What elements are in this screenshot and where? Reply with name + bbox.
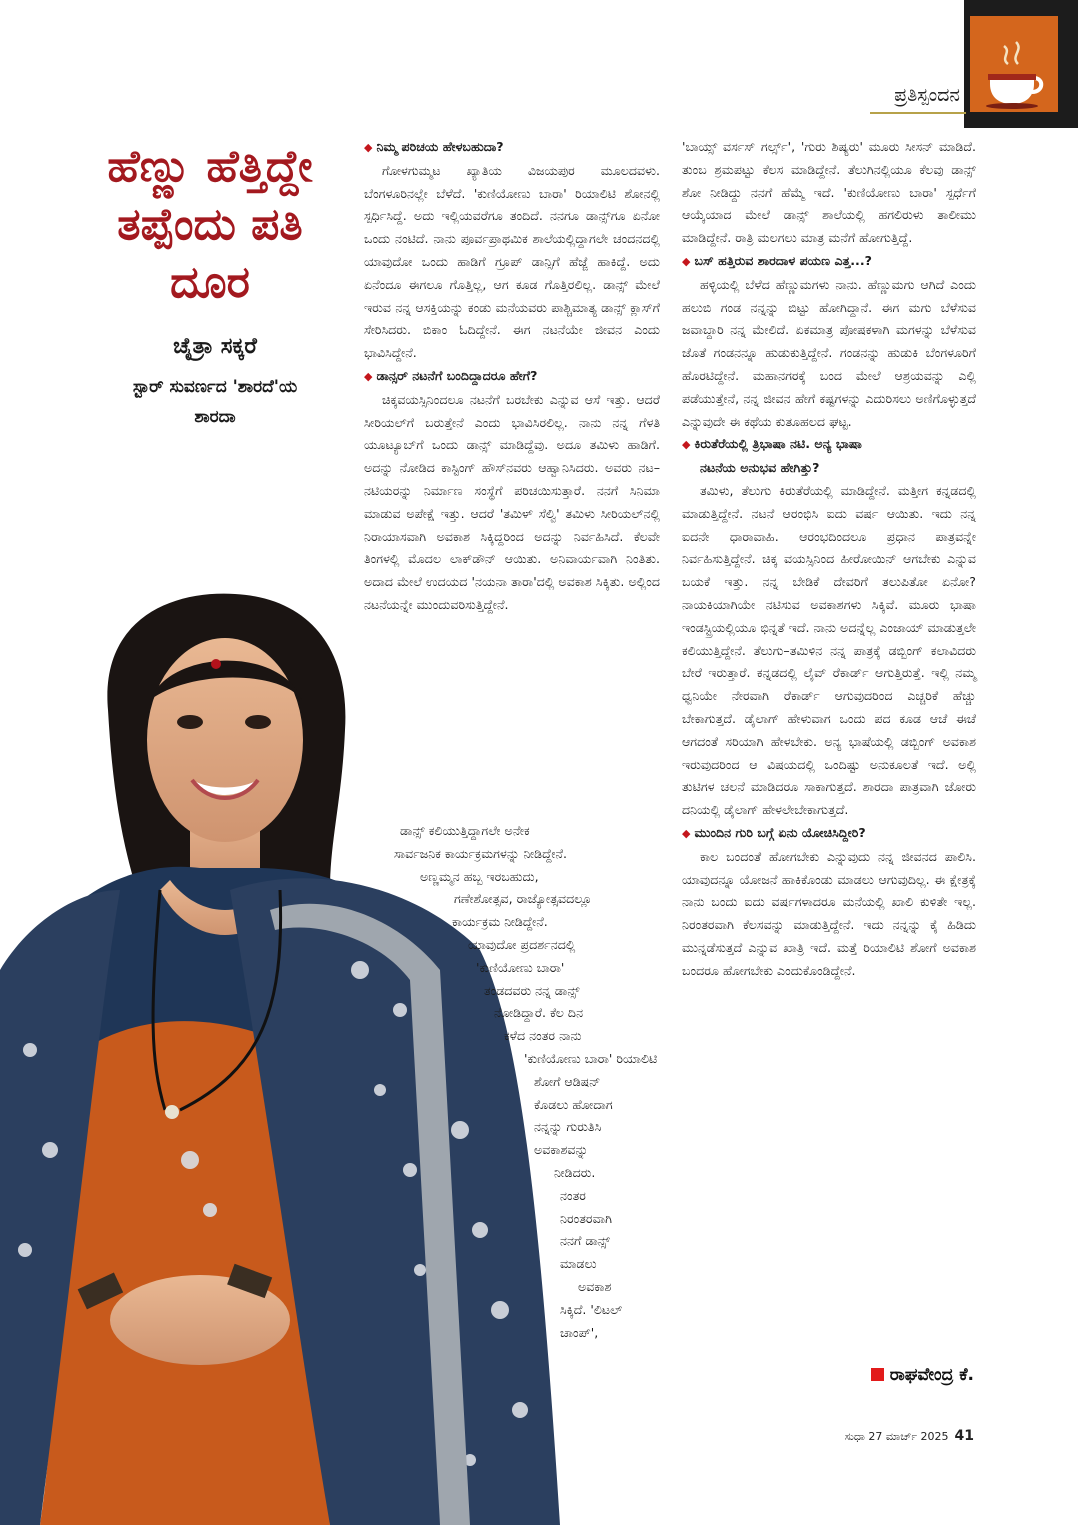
- wrap-line: ಗಣೇಶೋತ್ಸವ, ರಾಜ್ಯೋತ್ಸವದಲ್ಲೂ: [454, 891, 592, 907]
- wrap-line: ಸಿಕ್ಕಿದೆ. 'ಲಿಟಲ್: [560, 1301, 623, 1317]
- headline: [60, 138, 360, 312]
- section-divider: [870, 112, 966, 114]
- headline-line-1: ಹೆಣ್ಣು ಹೆತ್ತಿದ್ದೇ: [107, 141, 313, 192]
- wrap-line: ಡಾನ್ಸ್ ಕಲಿಯುತ್ತಿದ್ದಾಗಲೇ ಅನೇಕ: [400, 823, 530, 838]
- question-4: ◆ ಕಿರುತೆರೆಯಲ್ಲಿ ತ್ರಿಭಾಷಾ ನಟಿ. ಅನ್ಯ ಭಾಷಾ: [682, 436, 862, 452]
- magazine-issue: ಸುಧಾ 27 ಮಾರ್ಚ್ 2025: [844, 1430, 949, 1443]
- headline-line-2: ತಪ್ಪೆಂದು ಪತಿ: [117, 199, 303, 250]
- answer-2-continued: 'ಬಾಯ್ಸ್ ವರ್ಸಸ್ ಗರ್ಲ್ಸ್', 'ಗುರು ಶಿಷ್ಯರು' ಮೂರು ಸೀಸನ್ ಮಾಡಿದೆ. ತುಂಬ ಶ್ರಮಪಟ್ಟು ಕೆಲಸ ಮಾಡಿದ್ದೇನೆ. ತೆಲುಗಿನಲ್ಲಿಯೂ ಕೆಲವು ಡಾನ್ಸ್ ಶೋ ನೀಡಿದ್ದು ನನಗೆ ಹೆಮ್ಮೆ ಇದೆ. 'ಕುಣಿಯೋಣು ಬಾರಾ' ಸ್ಪರ್ಧೆಗೆ ಆಯ್ಕೆಯಾದ ಮೇಲೆ ಡಾನ್ಸ್ ಶಾಲೆಯಲ್ಲಿ ಹಗಲಿರುಳು ತಾಲೀಮು ಮಾಡಿದ್ದೇನೆ. ರಾತ್ರಿ ಮಲಗಲು ಮಾತ್ರ ಮನೆಗೆ ಹೋಗುತ್ತಿದ್ದೆ.: [682, 139, 976, 246]
- subtitle-line-2: ಶಾರದಾ: [194, 407, 236, 427]
- answer-3: ಹಳ್ಳಿಯಲ್ಲಿ ಬೆಳೆದ ಹೆಣ್ಣುಮಗಳು ನಾನು. ಹೆಣ್ಣುಮಗು ಆಗಿದೆ ಎಂದು ಹಲುಬಿ ಗಂಡ ನನ್ನನ್ನು ಬಿಟ್ಟು ಹೋಗಿದ್ದಾನೆ. ಈಗ ಮಗು ಬೆಳೆಸುವ ಜವಾಬ್ದಾರಿ ನನ್ನ ಮೇಲಿದೆ. ಏಕಮಾತ್ರ ಪೋಷಕಳಾಗಿ ಮಗಳನ್ನು ಬೆಳೆಸುವ ಜೊತೆ ಗಂಡನನ್ನೂ ಹುಡುಕುತ್ತಿದ್ದೇನೆ. ಗಂಡನನ್ನು ಹುಡುಕಿ ಬೆಂಗಳೂರಿಗೆ ಹೊರಟಿದ್ದೇನೆ. ಮಹಾನಗರಕ್ಕೆ ಬಂದ ಮೇಲೆ ಆಶ್ರಯವನ್ನು ಎಲ್ಲಿ ಪಡೆಯುತ್ತೇನೆ, ನನ್ನ ಜೀವನ ಹೇಗೆ ಕಷ್ಟಗಳನ್ನು ಎದುರಿಸಲು ಅಣಿಗೊಳ್ಳುತ್ತದೆ ಎನ್ನುವುದೇ ಈ ಕಥೆಯ ಕುತೂಹಲದ ಘಟ್ಟ.: [682, 276, 976, 429]
- diamond-bullet-icon: ◆: [364, 141, 373, 154]
- question-3: ◆ ಬಸ್ ಹತ್ತಿರುವ ಶಾರದಾಳ ಪಯಣ ಎತ್ತ...?: [682, 252, 872, 268]
- wrap-line: ತಂಡದವರು ನನ್ನ ಡಾನ್ಸ್: [484, 982, 580, 998]
- wrap-line: ನಿರಂತರವಾಗಿ: [560, 1210, 612, 1226]
- question-2: ◆ ಡಾನ್ಸರ್ ನಟನೆಗೆ ಬಂದಿದ್ದಾದರೂ ಹೇಗೆ?: [364, 367, 538, 383]
- wrap-line: ಅವಕಾಶ: [578, 1278, 612, 1294]
- wrap-line: ನೋಡಿದ್ದಾರೆ. ಕೆಲ ದಿನ: [494, 1005, 584, 1021]
- wrap-line: ಅವಕಾಶವನ್ನು: [534, 1142, 589, 1158]
- wrap-line: ನೀಡಿದರು.: [554, 1164, 596, 1180]
- byline: ಚೈತ್ರಾ ಸಕ್ಕರೆ: [173, 334, 257, 359]
- page-footer: [845, 1428, 974, 1444]
- wrap-line: ಸಾರ್ವಜನಿಕ ಕಾರ್ಯಕ್ರಮಗಳನ್ನು ನೀಡಿದ್ದೇನೆ.: [394, 845, 568, 861]
- question-4-line-2: ನಟನೆಯ ಅನುಭವ ಹೇಗಿತ್ತು?: [700, 460, 820, 476]
- headline-line-3: ದೂರ: [170, 257, 250, 308]
- diamond-bullet-icon: ◆: [682, 254, 691, 268]
- diamond-bullet-icon: ◆: [364, 369, 373, 383]
- wrap-line: ಮಾಡಲು: [560, 1256, 597, 1272]
- answer-5: ಕಾಲ ಬಂದಂತೆ ಹೋಗಬೇಕು ಎನ್ನುವುದು ನನ್ನ ಜೀವನದ ಪಾಲಿಸಿ. ಯಾವುದನ್ನೂ ಯೋಜನೆ ಹಾಕಿಕೊಂಡು ಮಾಡಲು ಆಗುವುದಿಲ್ಲ. ಈ ಕ್ಷೇತ್ರಕ್ಕೆ ನಾನು ಬಂದು ಐದು ವರ್ಷಗಳಾದರೂ ಮನೆಯಲ್ಲಿ ಖಾಲಿ ಕುಳಿತೇ ಇಲ್ಲ. ನಿರಂತರವಾಗಿ ಕೆಲಸವನ್ನು ಮಾಡುತ್ತಿದ್ದೇನೆ. ಇದು ನನ್ನನ್ನು ಕೈ ಹಿಡಿದು ಮುನ್ನಡೆಸುತ್ತದೆ ಎನ್ನುವ ಖಾತ್ರಿ ಇದೆ. ಮತ್ತೆ ರಿಯಾಲಿಟಿ ಶೋಗೆ ಅವಕಾಶ ಬಂದರೂ ಹೋಗಬೇಕು ಎಂದುಕೊಂಡಿದ್ದೇನೆ.: [682, 848, 976, 978]
- coffee-cup-icon: [970, 16, 1058, 112]
- question-1: ◆ ನಿಮ್ಮ ಪರಿಚಯ ಹೇಳಬಹುದಾ?: [364, 139, 504, 154]
- answer-4: ತಮಿಳು, ತೆಲುಗು ಕಿರುತೆರೆಯಲ್ಲಿ ಮಾಡಿದ್ದೇನೆ. ಮತ್ತೀಗ ಕನ್ನಡದಲ್ಲಿ ಮಾಡುತ್ತಿದ್ದೇನೆ. ನಟನೆ ಆರಂಭಿಸಿ ಐದು ವರ್ಷ ಆಯಿತು. ಇದು ನನ್ನ ಐದನೇ ಧಾರಾವಾಹಿ. ಆರಂಭದಿಂದಲೂ ಪ್ರಧಾನ ಪಾತ್ರವನ್ನೇ ನಿರ್ವಹಿಸುತ್ತಿದ್ದೇನೆ. ಚಿಕ್ಕ ವಯಸ್ಸಿನಿಂದ ಹೀರೋಯಿನ್ ಆಗಬೇಕು ಎನ್ನುವ ಬಯಕೆ ಇತ್ತು. ನನ್ನ ಬೇಡಿಕೆ ದೇವರಿಗೆ ತಲುಪಿತೋ ಏನೋ? ನಾಯಕಿಯಾಗಿಯೇ ನಟಿಸುವ ಅವಕಾಶಗಳು ಸಿಕ್ಕಿವೆ. ಮೂರು ಭಾಷಾ ಇಂಡಸ್ಟ್ರಿಯಲ್ಲಿಯೂ ಭಿನ್ನತೆ ಇದೆ. ನಾನು ಅದನ್ನೆಲ್ಲ ಎಂಜಾಯ್ ಮಾಡುತ್ತಲೇ ಕಲಿಯುತ್ತಿದ್ದೇನೆ. ತೆಲುಗು–ತಮಿಳಿನ ನನ್ನ ಪಾತ್ರಕ್ಕೆ ಡಬ್ಬಿಂಗ್ ಕಲಾವಿದರು ಬೇರೆ ಇರುತ್ತಾರೆ. ಕನ್ನಡದಲ್ಲಿ ಲೈವ್ ರೆಕಾರ್ಡ್ ಆಗುತ್ತಿರುತ್ತೆ. ಇಲ್ಲಿ ನಮ್ಮ ಧ್ವನಿಯೇ ನೇರವಾಗಿ ರೆಕಾರ್ಡ್ ಆಗುವುದರಿಂದ ಎಚ್ಚರಿಕೆ ಹೆಚ್ಚು ಬೇಕಾಗುತ್ತದೆ. ಡೈಲಾಗ್ ಹೇಳುವಾಗ ಒಂದು ಪದ ಕೂಡ ಆಚೆ ಈಚೆ ಆಗದಂತೆ ಸರಿಯಾಗಿ ಹೇಳಬೇಕು. ಅನ್ಯ ಭಾಷೆಯಲ್ಲಿ ಡಬ್ಬಿಂಗ್ ಅವಕಾಶ ಇರುವುದರಿಂದ ಆ ವಿಷಯದಲ್ಲಿ ಒಂದಿಷ್ಟು ಅನುಕೂಲತೆ ಇದೆ. ಅಲ್ಲಿ ತುಟಿಗಳ ಚಲನೆ ಮಾಡಿದರೂ ಸಾಕಾಗುತ್ತದೆ. ಶಾರದಾ ಪಾತ್ರವಾಗಿ ಜೋರು ದನಿಯಲ್ಲಿ ಡೈಲಾಗ್ ಹೇಳಲೇಬೇಕಾಗುತ್ತದೆ.: [682, 482, 976, 818]
- wrap-line: 'ಕುಣಿಯೋಣು ಬಾರಾ': [476, 959, 565, 975]
- wrap-line: ಅಣ್ಣಮ್ಮನ ಹಬ್ಬ ಇರಬಹುದು,: [420, 868, 539, 884]
- wrap-line: ಚಾಂಪ್',: [560, 1324, 599, 1340]
- wrap-line: ಕೊಡಲು ಹೋದಾಗ: [534, 1096, 613, 1112]
- wrap-line: 'ಕುಣಿಯೋಣು ಬಾರಾ' ರಿಯಾಲಿಟಿ: [524, 1050, 658, 1066]
- article-column-1-wrap: [364, 820, 660, 1344]
- page-number: 41: [954, 1428, 974, 1444]
- wrap-line: ನಂತರ: [560, 1187, 586, 1203]
- subtitle-line-1: ಸ್ಟಾರ್ ಸುವರ್ಣದ 'ಶಾರದೆ'ಯ: [132, 377, 298, 397]
- wrap-line: ಶೋಗೆ ಆಡಿಷನ್: [534, 1073, 601, 1089]
- author-credit: ರಾಘವೇಂದ್ರ ಕೆ.: [871, 1365, 974, 1385]
- article-column-2: [682, 136, 976, 982]
- wrap-line: ಯಾವುದೋ ಪ್ರದರ್ಶನದಲ್ಲಿ: [468, 936, 576, 952]
- question-5: ◆ ಮುಂದಿನ ಗುರಿ ಬಗ್ಗೆ ಏನು ಯೋಚಿಸಿದ್ದೀರಿ?: [682, 824, 866, 840]
- red-square-icon: [871, 1368, 884, 1381]
- article-column-1: [364, 136, 660, 617]
- section-label: ಪ್ರತಿಸ್ಪಂದನ: [894, 84, 960, 106]
- wrap-line: ಕಳೆದ ನಂತರ ನಾನು: [504, 1028, 582, 1044]
- answer-1: ಗೋಳಗುಮ್ಮಟ ಖ್ಯಾತಿಯ ವಿಜಯಪುರ ಮೂಲದವಳು. ಬೆಂಗಳೂರಿನಲ್ಲೇ ಬೆಳೆದೆ. 'ಕುಣಿಯೋಣು ಬಾರಾ' ರಿಯಾಲಿಟಿ ಶೋನಲ್ಲಿ ಸ್ಪರ್ಧಿಸಿದ್ದೆ. ಅದು ಇಲ್ಲಿಯವರೆಗೂ ತಂದಿದೆ. ನನಗೂ ಡಾನ್ಸ್‌ಗೂ ಏನೋ ಒಂದು ನಂಟಿದೆ. ನಾನು ಪೂರ್ವಪ್ರಾಥಮಿಕ ಶಾಲೆಯಲ್ಲಿದ್ದಾಗಲೇ ಚಂದನದಲ್ಲಿ ಯಾವುದೋ ಒಂದು ಹಾಡಿಗೆ ಗ್ರೂಪ್ ಡಾನ್ಸಿಗೆ ಹೆಜ್ಜೆ ಹಾಕಿದ್ದೆ. ಅದು ಏನೆಂದೂ ಈಗಲೂ ಗೊತ್ತಿಲ್ಲ, ಆಗ ಕೂಡ ಗೊತ್ತಿರಲಿಲ್ಲ. ಡಾನ್ಸ್ ಮೇಲೆ ಇರುವ ನನ್ನ ಆಸಕ್ತಿಯನ್ನು ಕಂಡು ಮನೆಯವರು ಪಾಶ್ಚಿಮಾತ್ಯ ಡಾನ್ಸ್ ಕ್ಲಾಸ್‌ಗೆ ಸೇರಿಸಿದರು. ಬಿಕಾಂ ಓದಿದ್ದೇನೆ. ಈಗ ನಟನೆಯೇ ಜೀವನ ಎಂದು ಭಾವಿಸಿದ್ದೇನೆ.: [364, 162, 660, 361]
- answer-2: ಚಿಕ್ಕವಯಸ್ಸಿನಿಂದಲೂ ನಟನೆಗೆ ಬರಬೇಕು ಎನ್ನುವ ಆಸೆ ಇತ್ತು. ಆದರೆ ಸೀರಿಯಲ್‌ಗೆ ಬರುತ್ತೇನೆ ಎಂದು ಭಾವಿಸಿರಲಿಲ್ಲ. ನಾನು ನನ್ನ ಗೆಳತಿ ಯೂಟ್ಯೂಬ್‌ಗೆ ಒಂದು ಡಾನ್ಸ್ ಮಾಡಿದ್ದೆವು. ಅದೂ ತಮಿಳು ಹಾಡಿಗೆ. ಅದನ್ನು ನೋಡಿದ ಕಾಸ್ಟಿಂಗ್ ಹೌಸ್‌ನವರು ಆಹ್ವಾನಿಸಿದರು. ಅವರು ನಟ–ನಟಿಯರನ್ನು ನಿರ್ಮಾಣ ಸಂಸ್ಥೆಗೆ ಪರಿಚಯಿಸುತ್ತಾರೆ. ನನಗೆ ಸಿನಿಮಾ ಮಾಡುವ ಅಪೇಕ್ಷೆ ಇತ್ತು. ಆದರೆ 'ತಮಿಳ್ ಸೆಲ್ವಿ' ತಮಿಳು ಸೀರಿಯಲ್‌ನಲ್ಲಿ ನಿರಾಯಾಸವಾಗಿ ಅವಕಾಶ ಸಿಕ್ಕಿದ್ದರಿಂದ ಅದನ್ನು ನಿರ್ವಹಿಸಿದೆ. ಕೆಲವೇ ತಿಂಗಳಲ್ಲಿ ಮೊದಲ ಲಾಕ್‌ಡೌನ್ ಆಯಿತು. ಅನಿವಾರ್ಯವಾಗಿ ನಿಂತಿತು. ಅದಾದ ಮೇಲೆ ಉದಯದ 'ನಯನಾ ತಾರಾ'ದಲ್ಲಿ ಅವಕಾಶ ಸಿಕ್ಕಿತು. ಅಲ್ಲಿಂದ ನಟನೆಯನ್ನೇ ಮುಂದುವರಿಸುತ್ತಿದ್ದೇನೆ.: [364, 391, 660, 612]
- wrap-line: ನನಗೆ ಡಾನ್ಸ್: [560, 1233, 611, 1249]
- diamond-bullet-icon: ◆: [682, 438, 691, 452]
- wrap-line: ನನ್ನನ್ನು ಗುರುತಿಸಿ: [534, 1119, 602, 1135]
- section-badge: [964, 0, 1078, 128]
- diamond-bullet-icon: ◆: [682, 826, 691, 840]
- subtitle: [70, 372, 360, 432]
- wrap-line: ಕಾರ್ಯಕ್ರಮ ನೀಡಿದ್ದೇನೆ.: [452, 914, 548, 930]
